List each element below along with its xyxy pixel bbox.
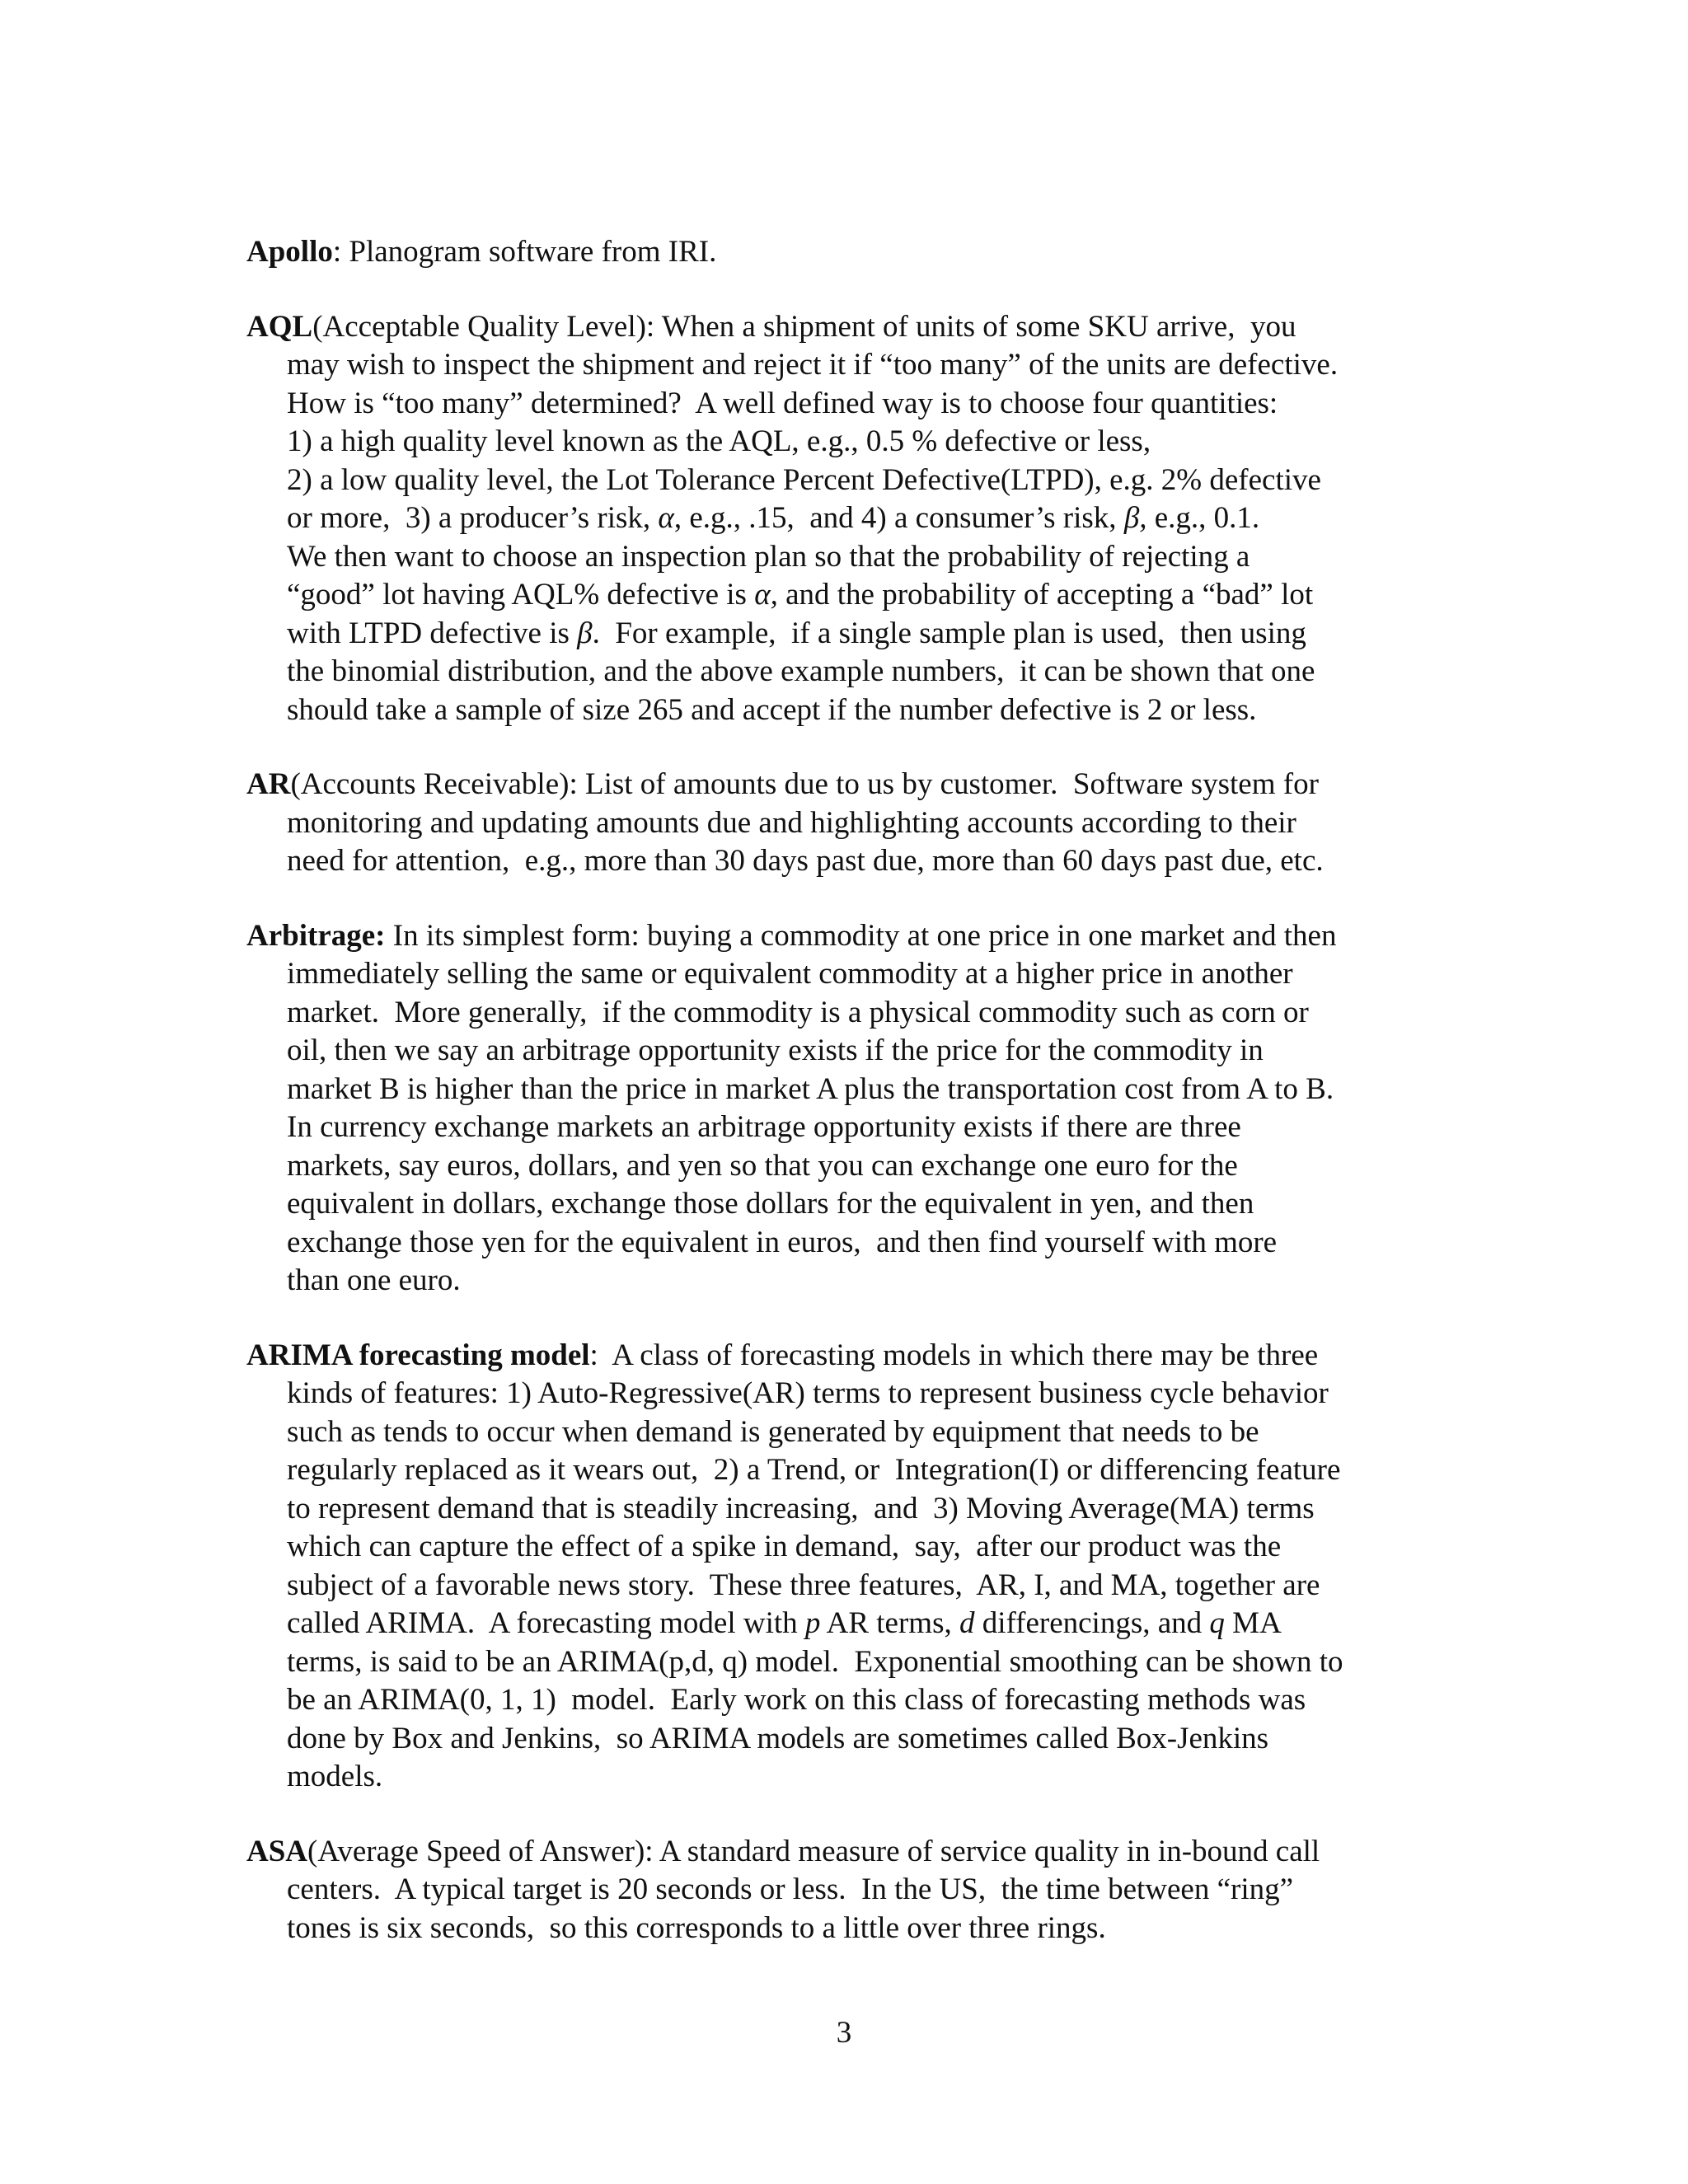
entry-line — [246, 1147, 1450, 1186]
entry-line — [246, 615, 1450, 654]
definition-text: 1) a high quality level known as the AQL, e.g., 0.5 % defective or less, — [287, 424, 1151, 458]
definition-text: models. — [287, 1760, 383, 1793]
entry-line — [246, 1375, 1450, 1413]
math-symbol: q — [1209, 1606, 1225, 1640]
entry-line — [246, 499, 1450, 538]
entry-line — [246, 1451, 1450, 1490]
glossary-entry-apollo — [246, 233, 1450, 272]
definition-text: be an ARIMA(0, 1, 1) model. Early work on this class of forecasting methods was — [287, 1683, 1306, 1717]
entry-first-line — [246, 308, 1450, 347]
math-symbol: α, — [754, 578, 778, 612]
definition-text: “good” lot having AQL% defective is — [287, 578, 755, 612]
glossary-body — [246, 233, 1450, 1984]
entry-line — [246, 1871, 1450, 1910]
definition-text: terms, is said to be an ARIMA(p,d, q) model. Exponential smoothing can be shown to — [287, 1644, 1343, 1679]
entry-first-line — [246, 233, 1450, 272]
entry-line — [246, 1681, 1450, 1720]
entry-line — [246, 1605, 1450, 1643]
glossary-term: ARIMA forecasting model — [246, 1338, 590, 1372]
glossary-entry-ar — [246, 766, 1450, 881]
definition-text: such as tends to occur when demand is generated by equipment that needs to be — [287, 1414, 1259, 1449]
math-symbol: β — [577, 616, 593, 650]
entry-line — [246, 994, 1450, 1033]
definition-text: oil, then we say an arbitrage opportunity exists if the price for the commodity in — [287, 1033, 1264, 1067]
entry-line — [246, 1567, 1450, 1605]
definition-text: tones is six seconds, so this corresponds to a little over three rings. — [287, 1910, 1106, 1945]
definition-text: In currency exchange markets an arbitrage opportunity exists if there are three — [287, 1110, 1241, 1144]
definition-text: equivalent in dollars, exchange those dollars for the equivalent in yen, and then — [287, 1187, 1254, 1221]
definition-text: MA — [1224, 1606, 1282, 1640]
definition-text: or more, 3) a producer’s risk, — [287, 501, 659, 535]
definition-text: 2) a low quality level, the Lot Tolerance Percent Defective(LTPD), e.g. 2% defective — [287, 462, 1321, 497]
definition-text: differencings, and — [974, 1606, 1210, 1640]
entry-line — [246, 423, 1450, 462]
entry-line — [246, 538, 1450, 577]
definition-text: e.g., 0.1. — [1146, 501, 1260, 535]
definition-text: subject of a favorable news story. These three features, AR, I, and MA, together are — [287, 1568, 1320, 1602]
definition-text: . For example, if a single sample plan is used, then using — [592, 616, 1306, 650]
page-number: 3 — [836, 2016, 852, 2050]
entry-line — [246, 462, 1450, 500]
definition-text: than one euro. — [287, 1263, 461, 1297]
definition-text: exchange those yen for the equivalent in euros, and then find yourself with more — [287, 1225, 1278, 1259]
glossary-entry-arima — [246, 1337, 1450, 1797]
math-symbol: d — [959, 1606, 975, 1640]
entry-line — [246, 653, 1450, 691]
definition-text: to represent demand that is steadily increasing, and 3) Moving Average(MA) terms — [287, 1491, 1315, 1526]
definition-text: monitoring and updating amounts due and highlighting accounts according to their — [287, 805, 1296, 840]
entry-line — [246, 1262, 1450, 1301]
entry-line — [246, 576, 1450, 615]
glossary-term: Arbitrage: — [246, 918, 386, 953]
entry-line — [246, 1528, 1450, 1567]
entry-line — [246, 955, 1450, 994]
entry-line — [246, 1910, 1450, 1948]
entry-line — [246, 346, 1450, 385]
entry-line — [246, 1224, 1450, 1263]
math-symbol: β, — [1123, 501, 1147, 535]
entry-line — [246, 842, 1450, 881]
entry-first-line — [246, 1337, 1450, 1376]
definition-text: regularly replaced as it wears out, 2) a Trend, or Integration(I) or differencing feature — [287, 1453, 1341, 1487]
definition-text: We then want to choose an inspection plan so that the probability of rejecting a — [287, 539, 1250, 574]
entry-line — [246, 385, 1450, 424]
definition-text: which can capture the effect of a spike in demand, say, after our product was the — [287, 1530, 1282, 1563]
entry-first-line — [246, 766, 1450, 804]
definition-text: (Average Speed of Answer): A standard measure of service quality in in-bound call — [307, 1834, 1320, 1868]
glossary-term: AR — [246, 767, 291, 801]
definition-text: , e.g., .15, and 4) a consumer’s risk, — [673, 501, 1124, 535]
definition-text: markets, say euros, dollars, and yen so that you can exchange one euro for the — [287, 1148, 1238, 1183]
entry-line — [246, 804, 1450, 843]
entry-line — [246, 1490, 1450, 1529]
definition-text: called ARIMA. A forecasting model with — [287, 1606, 805, 1640]
math-symbol: p — [804, 1606, 821, 1640]
glossary-term: ASA — [246, 1834, 308, 1868]
definition-text: (Acceptable Quality Level): When a shipment of units of some SKU arrive, you — [312, 309, 1296, 344]
glossary-entry-asa — [246, 1833, 1450, 1948]
definition-text: centers. A typical target is 20 seconds or less. In the US, the time between “ring” — [287, 1872, 1294, 1906]
entry-line — [246, 1071, 1450, 1109]
definition-text: done by Box and Jenkins, so ARIMA models are sometimes called Box-Jenkins — [287, 1721, 1269, 1755]
definition-text: How is “too many” determined? A well defined way is to choose four quantities: — [287, 386, 1278, 420]
glossary-term: Apollo — [246, 235, 333, 269]
definition-text: immediately selling the same or equivalent commodity at a higher price in another — [287, 957, 1293, 991]
definition-text: the binomial distribution, and the above example numbers, it can be shown that one — [287, 654, 1315, 688]
entry-line — [246, 1758, 1450, 1797]
definition-text: In its simplest form: buying a commodity at one price in one market and then — [385, 918, 1337, 953]
glossary-term: AQL — [246, 309, 313, 344]
definition-text: need for attention, e.g., more than 30 days past due, more than 60 days past due, etc. — [287, 844, 1324, 878]
definition-text: with LTPD defective is — [287, 616, 578, 650]
glossary-entry-arbitrage — [246, 917, 1450, 1301]
entry-line — [246, 1643, 1450, 1682]
entry-line — [246, 1185, 1450, 1224]
entry-first-line — [246, 1833, 1450, 1872]
entry-line — [246, 1032, 1450, 1071]
entry-first-line — [246, 917, 1450, 956]
definition-text: AR terms, — [820, 1606, 959, 1640]
entry-line — [246, 1413, 1450, 1452]
definition-text: should take a sample of size 265 and accept if the number defective is 2 or less. — [287, 692, 1257, 727]
definition-text: and the probability of accepting a “bad” lot — [777, 578, 1314, 612]
entry-line — [246, 691, 1450, 730]
math-symbol: α — [658, 501, 674, 535]
definition-text: market. More generally, if the commodity is a physical commodity such as corn or — [287, 995, 1309, 1029]
definition-text: may wish to inspect the shipment and reject it if “too many” of the units are defective. — [287, 348, 1339, 382]
entry-line — [246, 1108, 1450, 1147]
definition-text: : A class of forecasting models in which there may be three — [589, 1338, 1319, 1372]
definition-text: kinds of features: 1) Auto-Regressive(AR) terms to represent business cycle behavior — [287, 1376, 1329, 1410]
entry-line — [246, 1720, 1450, 1759]
definition-text: (Accounts Receivable): List of amounts due to us by customer. Software system for — [290, 767, 1319, 801]
glossary-entry-aql — [246, 308, 1450, 730]
definition-text: : Planogram software from IRI. — [332, 235, 717, 269]
definition-text: market B is higher than the price in market A plus the transportation cost from A to B. — [287, 1071, 1334, 1106]
